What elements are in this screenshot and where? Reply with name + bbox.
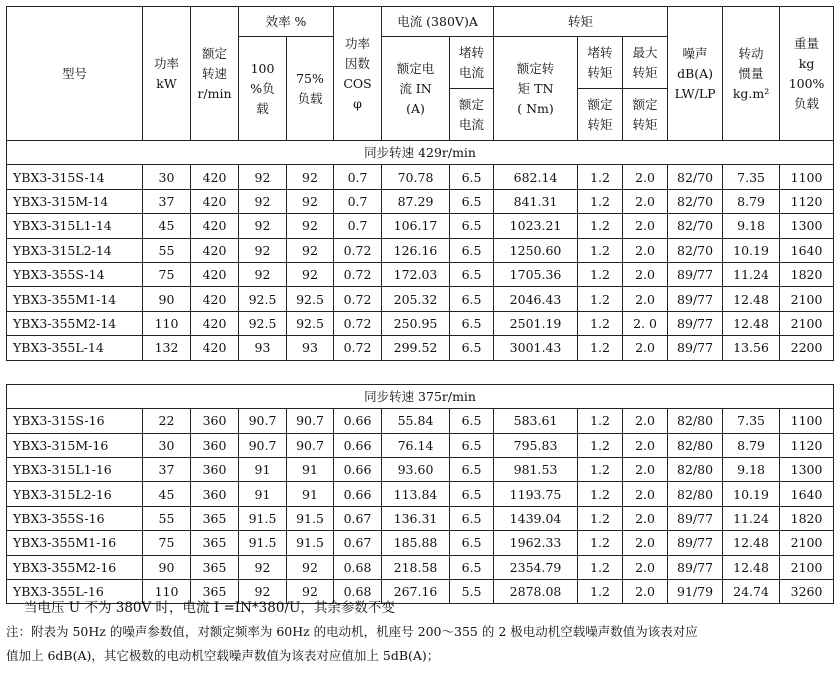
model-cell: YBX3-355L-14 [7,336,143,360]
value-cell: 1640 [780,482,834,506]
value-cell: 1640 [780,238,834,262]
value-cell: 841.31 [494,189,578,213]
value-cell: 93 [239,336,287,360]
value-cell: 2046.43 [494,287,578,311]
value-cell: 45 [143,214,191,238]
value-cell: 0.68 [334,555,382,579]
value-cell: 92 [239,555,287,579]
value-cell: 110 [143,580,191,604]
value-cell: 91.5 [239,506,287,530]
value-cell: 93 [287,336,334,360]
table-row [7,214,834,238]
value-cell: 75 [143,531,191,555]
value-cell: 92.5 [239,311,287,335]
voltage-note: 当电压 U 不为 380V 时，电流 I =IN*380/U，其余参数不变 [24,600,395,616]
value-cell: 6.5 [450,506,494,530]
value-cell: 91.5 [287,506,334,530]
value-cell: 92 [287,262,334,286]
header-max-torque-ratio: 额定 转矩 [623,89,668,141]
value-cell: 420 [191,189,239,213]
header-efficiency: 效率 % [239,7,334,37]
value-cell: 0.68 [334,580,382,604]
table-row [7,482,834,506]
value-cell: 365 [191,531,239,555]
header-torque: 转矩 [494,7,668,37]
section-spacer [7,360,834,384]
model-cell: YBX3-315L2-14 [7,238,143,262]
header-locked-current-ratio: 额定 电流 [450,89,494,141]
value-cell: 2.0 [623,580,668,604]
value-cell: 1820 [780,262,834,286]
value-cell: 12.48 [723,311,780,335]
model-cell: YBX3-315S-14 [7,165,143,189]
value-cell: 6.5 [450,409,494,433]
value-cell: 1.2 [578,531,623,555]
value-cell: 75 [143,262,191,286]
value-cell: 0.72 [334,262,382,286]
value-cell: 82/70 [668,238,723,262]
value-cell: 91/79 [668,580,723,604]
value-cell: 13.56 [723,336,780,360]
value-cell: 420 [191,238,239,262]
value-cell: 92 [287,238,334,262]
value-cell: 8.79 [723,189,780,213]
value-cell: 2100 [780,311,834,335]
value-cell: 0.72 [334,311,382,335]
value-cell: 2.0 [623,238,668,262]
header-current: 电流 (380V)A [382,7,494,37]
value-cell: 1.2 [578,580,623,604]
value-cell: 0.66 [334,409,382,433]
header-rated-torque: 额定转 矩 TN ( Nm) [494,37,578,141]
value-cell: 365 [191,555,239,579]
value-cell: 2. 0 [623,311,668,335]
header-inertia: 转动 惯量 kg.m² [723,7,780,141]
table-row [7,409,834,433]
model-cell: YBX3-355S-14 [7,262,143,286]
value-cell: 92 [287,555,334,579]
model-cell: YBX3-355M2-16 [7,555,143,579]
value-cell: 91 [287,458,334,482]
value-cell: 1962.33 [494,531,578,555]
value-cell: 1100 [780,165,834,189]
noise-note-line-1: 注：附表为 50Hz 的噪声参数值，对额定频率为 60Hz 的电动机，机座号 200～355 的 2 极电动机空载噪声数值为该表对应 [6,624,698,639]
value-cell: 2.0 [623,458,668,482]
value-cell: 1.2 [578,506,623,530]
value-cell: 1.2 [578,165,623,189]
value-cell: 9.18 [723,458,780,482]
value-cell: 2.0 [623,262,668,286]
value-cell: 360 [191,433,239,457]
header-power: 功率 kW [143,7,191,141]
value-cell: 12.48 [723,555,780,579]
model-cell: YBX3-355M1-14 [7,287,143,311]
value-cell: 250.95 [382,311,450,335]
model-cell: YBX3-315M-14 [7,189,143,213]
header-locked-torque: 堵转 转矩 [578,37,623,89]
value-cell: 2100 [780,555,834,579]
value-cell: 92 [239,262,287,286]
value-cell: 2100 [780,287,834,311]
value-cell: 1.2 [578,458,623,482]
value-cell: 90 [143,555,191,579]
value-cell: 6.5 [450,165,494,189]
value-cell: 1120 [780,189,834,213]
value-cell: 365 [191,506,239,530]
value-cell: 420 [191,262,239,286]
model-cell: YBX3-315M-16 [7,433,143,457]
header-rated-current: 额定电 流 IN (A) [382,37,450,141]
table-row [7,189,834,213]
model-cell: YBX3-315S-16 [7,409,143,433]
header-eff-75: 75% 负载 [287,37,334,141]
value-cell: 92.5 [239,287,287,311]
value-cell: 360 [191,458,239,482]
value-cell: 2.0 [623,555,668,579]
value-cell: 6.5 [450,311,494,335]
value-cell: 1705.36 [494,262,578,286]
value-cell: 981.53 [494,458,578,482]
value-cell: 89/77 [668,555,723,579]
table-row [7,262,834,286]
value-cell: 2.0 [623,531,668,555]
value-cell: 2.0 [623,287,668,311]
value-cell: 87.29 [382,189,450,213]
value-cell: 12.48 [723,287,780,311]
header-rated-speed: 额定 转速 r/min [191,7,239,141]
table-row [7,165,834,189]
table-row [7,458,834,482]
value-cell: 82/80 [668,409,723,433]
value-cell: 132 [143,336,191,360]
value-cell: 89/77 [668,262,723,286]
value-cell: 3260 [780,580,834,604]
value-cell: 6.5 [450,262,494,286]
value-cell: 0.66 [334,433,382,457]
header-eff-100: 100 %负 载 [239,37,287,141]
value-cell: 360 [191,482,239,506]
value-cell: 6.5 [450,336,494,360]
value-cell: 1300 [780,458,834,482]
value-cell: 2.0 [623,433,668,457]
value-cell: 6.5 [450,287,494,311]
value-cell: 1.2 [578,189,623,213]
value-cell: 92 [239,580,287,604]
value-cell: 91 [239,458,287,482]
value-cell: 2.0 [623,506,668,530]
table-row [7,506,834,530]
value-cell: 37 [143,189,191,213]
value-cell: 91.5 [239,531,287,555]
value-cell: 172.03 [382,262,450,286]
value-cell: 1.2 [578,262,623,286]
value-cell: 55 [143,238,191,262]
value-cell: 2100 [780,531,834,555]
value-cell: 37 [143,458,191,482]
value-cell: 89/77 [668,506,723,530]
value-cell: 1250.60 [494,238,578,262]
header-weight: 重量 kg 100% 负载 [780,7,834,141]
value-cell: 91 [239,482,287,506]
value-cell: 1.2 [578,287,623,311]
value-cell: 24.74 [723,580,780,604]
value-cell: 185.88 [382,531,450,555]
section-title: 同步转速 375r/min [7,384,834,408]
value-cell: 6.5 [450,214,494,238]
value-cell: 106.17 [382,214,450,238]
value-cell: 2.0 [623,336,668,360]
value-cell: 0.72 [334,287,382,311]
noise-note-line-2: 值加上 6dB(A)，其它极数的电动机空载噪声数值为该表对应值加上 5dB(A)； [6,648,440,663]
value-cell: 6.5 [450,482,494,506]
value-cell: 8.79 [723,433,780,457]
value-cell: 89/77 [668,287,723,311]
value-cell: 113.84 [382,482,450,506]
table-row [7,336,834,360]
value-cell: 0.72 [334,238,382,262]
section-title: 同步转速 429r/min [7,141,834,165]
value-cell: 0.7 [334,214,382,238]
value-cell: 6.5 [450,433,494,457]
value-cell: 70.78 [382,165,450,189]
value-cell: 1.2 [578,238,623,262]
value-cell: 92.5 [287,287,334,311]
value-cell: 1.2 [578,311,623,335]
value-cell: 267.16 [382,580,450,604]
value-cell: 2501.19 [494,311,578,335]
value-cell: 0.67 [334,531,382,555]
model-cell: YBX3-315L1-16 [7,458,143,482]
model-cell: YBX3-355S-16 [7,506,143,530]
value-cell: 795.83 [494,433,578,457]
value-cell: 2354.79 [494,555,578,579]
value-cell: 6.5 [450,458,494,482]
section-row [7,384,834,408]
table-body [7,141,834,604]
value-cell: 1193.75 [494,482,578,506]
value-cell: 420 [191,336,239,360]
header-power-factor: 功率 因数 COS φ [334,7,382,141]
value-cell: 136.31 [382,506,450,530]
table-row [7,433,834,457]
model-cell: YBX3-355L-16 [7,580,143,604]
section-row [7,141,834,165]
value-cell: 360 [191,409,239,433]
value-cell: 90.7 [287,433,334,457]
value-cell: 11.24 [723,262,780,286]
model-cell: YBX3-315L1-14 [7,214,143,238]
value-cell: 1.2 [578,336,623,360]
value-cell: 82/80 [668,458,723,482]
value-cell: 93.60 [382,458,450,482]
header-max-torque: 最大 转矩 [623,37,668,89]
value-cell: 90.7 [239,409,287,433]
value-cell: 82/70 [668,214,723,238]
value-cell: 6.5 [450,555,494,579]
value-cell: 91 [287,482,334,506]
spacer-cell [7,360,834,384]
value-cell: 0.72 [334,336,382,360]
value-cell: 92 [287,165,334,189]
value-cell: 82/80 [668,433,723,457]
value-cell: 89/77 [668,336,723,360]
value-cell: 89/77 [668,311,723,335]
model-cell: YBX3-355M1-16 [7,531,143,555]
value-cell: 1.2 [578,409,623,433]
value-cell: 6.5 [450,189,494,213]
value-cell: 89/77 [668,531,723,555]
value-cell: 92 [287,189,334,213]
value-cell: 82/70 [668,165,723,189]
value-cell: 82/80 [668,482,723,506]
value-cell: 365 [191,580,239,604]
value-cell: 2878.08 [494,580,578,604]
value-cell: 11.24 [723,506,780,530]
value-cell: 10.19 [723,238,780,262]
value-cell: 55.84 [382,409,450,433]
value-cell: 10.19 [723,482,780,506]
model-cell: YBX3-355M2-14 [7,311,143,335]
header-model: 型号 [7,7,143,141]
value-cell: 92 [239,189,287,213]
value-cell: 7.35 [723,165,780,189]
value-cell: 205.32 [382,287,450,311]
value-cell: 1.2 [578,555,623,579]
value-cell: 1439.04 [494,506,578,530]
table-row [7,531,834,555]
value-cell: 2.0 [623,214,668,238]
value-cell: 30 [143,165,191,189]
value-cell: 30 [143,433,191,457]
value-cell: 1300 [780,214,834,238]
value-cell: 55 [143,506,191,530]
value-cell: 6.5 [450,238,494,262]
value-cell: 420 [191,165,239,189]
value-cell: 9.18 [723,214,780,238]
value-cell: 91.5 [287,531,334,555]
table-row [7,287,834,311]
value-cell: 420 [191,311,239,335]
value-cell: 420 [191,214,239,238]
value-cell: 6.5 [450,531,494,555]
value-cell: 126.16 [382,238,450,262]
value-cell: 0.66 [334,458,382,482]
value-cell: 1023.21 [494,214,578,238]
value-cell: 12.48 [723,531,780,555]
value-cell: 92 [239,165,287,189]
value-cell: 22 [143,409,191,433]
value-cell: 1.2 [578,214,623,238]
value-cell: 90 [143,287,191,311]
model-cell: YBX3-315L2-16 [7,482,143,506]
value-cell: 3001.43 [494,336,578,360]
value-cell: 1820 [780,506,834,530]
value-cell: 0.7 [334,189,382,213]
value-cell: 90.7 [239,433,287,457]
value-cell: 76.14 [382,433,450,457]
table-row [7,555,834,579]
table-row [7,238,834,262]
value-cell: 5.5 [450,580,494,604]
value-cell: 90.7 [287,409,334,433]
value-cell: 45 [143,482,191,506]
value-cell: 1.2 [578,482,623,506]
value-cell: 92 [287,580,334,604]
table-header [7,7,834,141]
value-cell: 1100 [780,409,834,433]
value-cell: 218.58 [382,555,450,579]
value-cell: 583.61 [494,409,578,433]
value-cell: 7.35 [723,409,780,433]
header-noise: 噪声 dB(A) LW/LP [668,7,723,141]
value-cell: 92 [287,214,334,238]
value-cell: 0.67 [334,506,382,530]
value-cell: 0.66 [334,482,382,506]
value-cell: 92 [239,214,287,238]
value-cell: 0.7 [334,165,382,189]
value-cell: 92 [239,238,287,262]
value-cell: 2.0 [623,409,668,433]
value-cell: 2.0 [623,189,668,213]
value-cell: 1120 [780,433,834,457]
value-cell: 2.0 [623,482,668,506]
value-cell: 92.5 [287,311,334,335]
value-cell: 2.0 [623,165,668,189]
value-cell: 2200 [780,336,834,360]
header-locked-current: 堵转 电流 [450,37,494,89]
motor-spec-table [6,6,834,604]
value-cell: 420 [191,287,239,311]
value-cell: 1.2 [578,433,623,457]
value-cell: 682.14 [494,165,578,189]
value-cell: 299.52 [382,336,450,360]
value-cell: 110 [143,311,191,335]
value-cell: 82/70 [668,189,723,213]
header-locked-torque-ratio: 额定 转矩 [578,89,623,141]
table-row [7,311,834,335]
